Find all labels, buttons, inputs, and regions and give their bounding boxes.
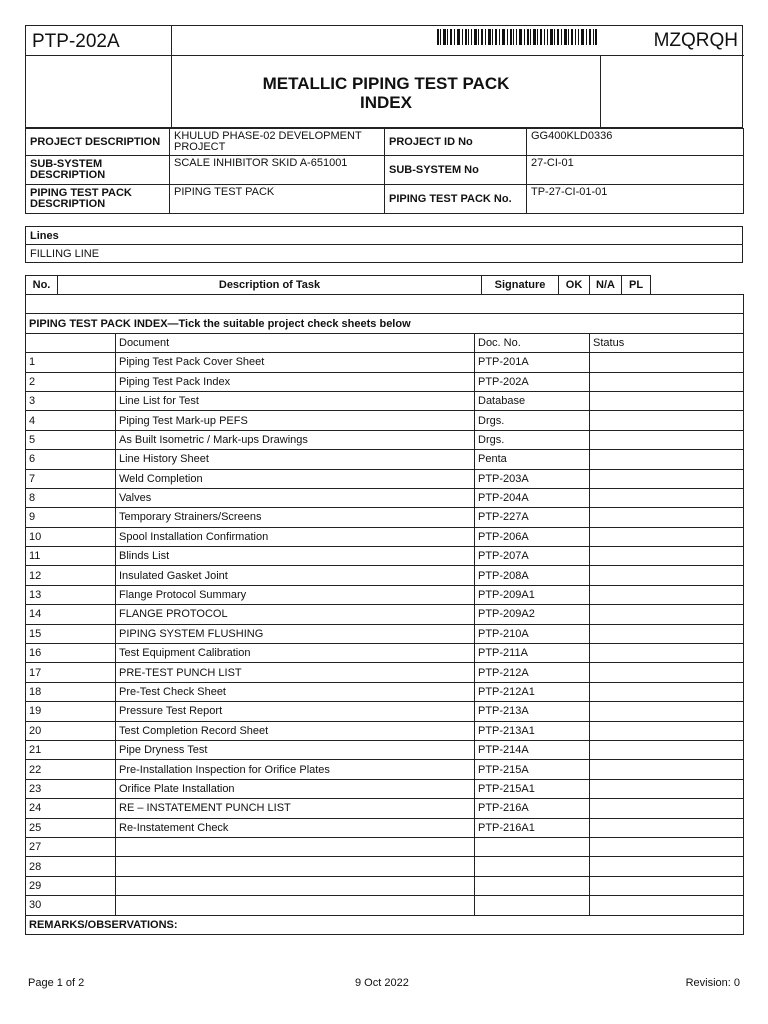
sub-col-doc-no: Doc. No. xyxy=(475,333,590,352)
row-status[interactable] xyxy=(590,857,744,876)
row-doc-no xyxy=(475,837,590,856)
table-row xyxy=(26,430,744,449)
row-status[interactable] xyxy=(590,837,744,856)
row-doc-no: PTP-206A xyxy=(475,527,590,546)
table-row xyxy=(26,391,744,410)
document-reference: MZQRQH xyxy=(653,30,738,51)
row-status[interactable] xyxy=(590,702,744,721)
row-document: Piping Test Mark-up PEFS xyxy=(116,411,475,430)
row-status[interactable] xyxy=(590,799,744,818)
table-row xyxy=(26,411,744,430)
lines-value: FILLING LINE xyxy=(26,245,743,263)
row-document: PIPING SYSTEM FLUSHING xyxy=(116,624,475,643)
row-number: 30 xyxy=(26,896,116,915)
remarks-label: REMARKS/OBSERVATIONS: xyxy=(26,915,744,934)
table-row xyxy=(26,372,744,391)
row-status[interactable] xyxy=(590,682,744,701)
row-status[interactable] xyxy=(590,760,744,779)
row-document: PRE-TEST PUNCH LIST xyxy=(116,663,475,682)
row-document: Test Equipment Calibration xyxy=(116,644,475,663)
table-row xyxy=(26,585,744,604)
section-title: PIPING TEST PACK INDEX—Tick the suitable project check sheets below xyxy=(26,314,744,333)
row-doc-no: PTP-212A1 xyxy=(475,682,590,701)
row-doc-no: PTP-201A xyxy=(475,353,590,372)
table-row xyxy=(26,876,744,895)
row-number: 19 xyxy=(26,702,116,721)
row-status[interactable] xyxy=(590,663,744,682)
table-row xyxy=(26,740,744,759)
barcode-cell xyxy=(172,26,744,56)
row-doc-no: Penta xyxy=(475,450,590,469)
row-document: Line History Sheet xyxy=(116,450,475,469)
pack-no-label: PIPING TEST PACK No. xyxy=(385,185,527,214)
row-doc-no: PTP-227A xyxy=(475,508,590,527)
row-number: 25 xyxy=(26,818,116,837)
lines-table xyxy=(25,226,743,262)
row-number: 16 xyxy=(26,644,116,663)
row-doc-no: PTP-211A xyxy=(475,644,590,663)
row-document: Orifice Plate Installation xyxy=(116,779,475,798)
project-id-label: PROJECT ID No xyxy=(385,129,527,156)
row-document xyxy=(116,857,475,876)
row-doc-no: PTP-213A xyxy=(475,702,590,721)
page-footer xyxy=(28,977,740,991)
row-number: 23 xyxy=(26,779,116,798)
spacer-cell xyxy=(651,276,744,295)
col-ok-header: OK xyxy=(559,276,590,295)
row-number: 29 xyxy=(26,876,116,895)
row-number: 2 xyxy=(26,372,116,391)
table-row xyxy=(26,837,744,856)
row-doc-no xyxy=(475,876,590,895)
row-document: Blinds List xyxy=(116,547,475,566)
row-number: 24 xyxy=(26,799,116,818)
row-number: 12 xyxy=(26,566,116,585)
table-row xyxy=(26,663,744,682)
row-status[interactable] xyxy=(590,644,744,663)
row-number: 18 xyxy=(26,682,116,701)
row-status[interactable] xyxy=(590,488,744,507)
row-document: Spool Installation Confirmation xyxy=(116,527,475,546)
row-document xyxy=(116,876,475,895)
row-document: Valves xyxy=(116,488,475,507)
row-status[interactable] xyxy=(590,430,744,449)
table-row xyxy=(26,702,744,721)
project-info-table xyxy=(25,128,743,213)
table-row xyxy=(26,682,744,701)
table-row xyxy=(26,857,744,876)
row-number: 14 xyxy=(26,605,116,624)
row-status[interactable] xyxy=(590,469,744,488)
table-row xyxy=(26,799,744,818)
barcode-icon xyxy=(437,29,597,45)
row-status[interactable] xyxy=(590,740,744,759)
pack-no-value: TP-27-CI-01-01 xyxy=(527,185,744,214)
row-document: Weld Completion xyxy=(116,469,475,488)
row-doc-no: Drgs. xyxy=(475,411,590,430)
row-number: 11 xyxy=(26,547,116,566)
row-status[interactable] xyxy=(590,779,744,798)
row-status[interactable] xyxy=(590,411,744,430)
row-doc-no: PTP-214A xyxy=(475,740,590,759)
blank-row xyxy=(26,295,744,314)
row-document: Pre-Test Check Sheet xyxy=(116,682,475,701)
row-status[interactable] xyxy=(590,585,744,604)
row-number: 3 xyxy=(26,391,116,410)
row-document: Re-Instatement Check xyxy=(116,818,475,837)
row-document: Piping Test Pack Cover Sheet xyxy=(116,353,475,372)
page-number: Page 1 of 2 xyxy=(28,977,85,989)
pack-description-label: PIPING TEST PACK DESCRIPTION xyxy=(26,185,170,214)
table-row xyxy=(26,760,744,779)
page-title xyxy=(263,74,510,112)
row-document: Pipe Dryness Test xyxy=(116,740,475,759)
row-document: Piping Test Pack Index xyxy=(116,372,475,391)
table-row xyxy=(26,721,744,740)
task-table xyxy=(25,275,743,935)
row-doc-no: PTP-209A2 xyxy=(475,605,590,624)
row-document: Pressure Test Report xyxy=(116,702,475,721)
table-row xyxy=(26,566,744,585)
row-doc-no: PTP-208A xyxy=(475,566,590,585)
row-status[interactable] xyxy=(590,450,744,469)
project-description-label: PROJECT DESCRIPTION xyxy=(26,129,170,156)
row-doc-no: PTP-210A xyxy=(475,624,590,643)
footer-date: 9 Oct 2022 xyxy=(355,977,409,989)
row-status[interactable] xyxy=(590,508,744,527)
row-number: 1 xyxy=(26,353,116,372)
row-status[interactable] xyxy=(590,896,744,915)
row-document: Flange Protocol Summary xyxy=(116,585,475,604)
row-doc-no: PTP-202A xyxy=(475,372,590,391)
row-document: Test Completion Record Sheet xyxy=(116,721,475,740)
subsystem-description-label: SUB-SYSTEM DESCRIPTION xyxy=(26,156,170,185)
row-status[interactable] xyxy=(590,566,744,585)
table-row xyxy=(26,818,744,837)
row-status[interactable] xyxy=(590,527,744,546)
col-na-header: N/A xyxy=(590,276,622,295)
row-doc-no: PTP-207A xyxy=(475,547,590,566)
row-document xyxy=(116,896,475,915)
lines-label: Lines xyxy=(26,227,743,245)
row-doc-no: Database xyxy=(475,391,590,410)
row-doc-no: PTP-216A1 xyxy=(475,818,590,837)
logo-placeholder-cell xyxy=(26,56,172,129)
table-row xyxy=(26,605,744,624)
row-document: Line List for Test xyxy=(116,391,475,410)
table-row xyxy=(26,547,744,566)
sub-col-document: Document xyxy=(116,333,475,352)
row-number: 27 xyxy=(26,837,116,856)
row-document: Insulated Gasket Joint xyxy=(116,566,475,585)
row-doc-no: PTP-204A xyxy=(475,488,590,507)
table-row xyxy=(26,469,744,488)
table-row xyxy=(26,450,744,469)
document-header xyxy=(25,25,743,128)
table-row xyxy=(26,644,744,663)
row-number: 28 xyxy=(26,857,116,876)
row-number: 10 xyxy=(26,527,116,546)
row-status[interactable] xyxy=(590,547,744,566)
row-number: 15 xyxy=(26,624,116,643)
row-doc-no: PTP-209A1 xyxy=(475,585,590,604)
row-number: 8 xyxy=(26,488,116,507)
row-document: FLANGE PROTOCOL xyxy=(116,605,475,624)
row-number: 20 xyxy=(26,721,116,740)
row-status[interactable] xyxy=(590,605,744,624)
row-number: 6 xyxy=(26,450,116,469)
table-row xyxy=(26,353,744,372)
table-row xyxy=(26,779,744,798)
col-pl-header: PL xyxy=(622,276,651,295)
row-document: Pre-Installation Inspection for Orifice Plates xyxy=(116,760,475,779)
pack-description-value: PIPING TEST PACK xyxy=(170,185,385,214)
row-number: 7 xyxy=(26,469,116,488)
row-document: As Built Isometric / Mark-ups Drawings xyxy=(116,430,475,449)
sub-col-status: Status xyxy=(590,333,744,352)
title-cell xyxy=(172,56,601,129)
table-row xyxy=(26,488,744,507)
row-doc-no: PTP-203A xyxy=(475,469,590,488)
row-doc-no: PTP-215A1 xyxy=(475,779,590,798)
col-description-header: Description of Task xyxy=(58,276,482,295)
row-doc-no: PTP-216A xyxy=(475,799,590,818)
table-row xyxy=(26,624,744,643)
project-id-value: GG400KLD0336 xyxy=(527,129,744,156)
revision: Revision: 0 xyxy=(685,977,740,989)
title-line-2: INDEX xyxy=(360,92,412,112)
row-doc-no: Drgs. xyxy=(475,430,590,449)
row-number: 13 xyxy=(26,585,116,604)
row-number: 22 xyxy=(26,760,116,779)
table-row xyxy=(26,896,744,915)
col-no-header: No. xyxy=(26,276,58,295)
row-doc-no: PTP-215A xyxy=(475,760,590,779)
row-doc-no xyxy=(475,896,590,915)
row-doc-no: PTP-213A1 xyxy=(475,721,590,740)
row-number: 17 xyxy=(26,663,116,682)
project-description-value: KHULUD PHASE-02 DEVELOPMENT PROJECT xyxy=(170,129,385,156)
table-row xyxy=(26,527,744,546)
document-code: PTP-202A xyxy=(26,26,172,56)
col-signature-header: Signature xyxy=(482,276,559,295)
row-status[interactable] xyxy=(590,818,744,837)
row-document: Temporary Strainers/Screens xyxy=(116,508,475,527)
row-status[interactable] xyxy=(590,391,744,410)
row-doc-no xyxy=(475,857,590,876)
row-status[interactable] xyxy=(590,721,744,740)
row-number: 9 xyxy=(26,508,116,527)
row-doc-no: PTP-212A xyxy=(475,663,590,682)
row-status[interactable] xyxy=(590,372,744,391)
subsystem-no-label: SUB-SYSTEM No xyxy=(385,156,527,185)
sub-col-no-spacer xyxy=(26,333,116,352)
row-document xyxy=(116,837,475,856)
row-status[interactable] xyxy=(590,876,744,895)
row-number: 21 xyxy=(26,740,116,759)
row-status[interactable] xyxy=(590,353,744,372)
subsystem-description-value: SCALE INHIBITOR SKID A-651001 xyxy=(170,156,385,185)
title-line-1: METALLIC PIPING TEST PACK xyxy=(262,73,510,93)
row-status[interactable] xyxy=(590,624,744,643)
table-row xyxy=(26,508,744,527)
row-number: 4 xyxy=(26,411,116,430)
row-document: RE – INSTATEMENT PUNCH LIST xyxy=(116,799,475,818)
subsystem-no-value: 27-CI-01 xyxy=(527,156,744,185)
row-number: 5 xyxy=(26,430,116,449)
